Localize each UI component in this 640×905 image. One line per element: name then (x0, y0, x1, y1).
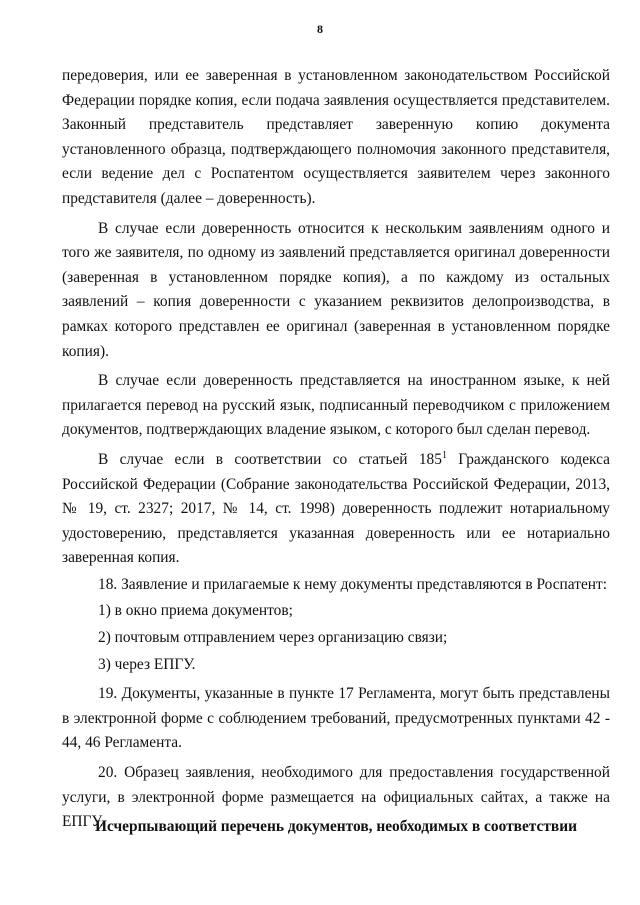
list-item-2: 2) почтовым отправлением через организацию связи; (98, 629, 448, 647)
paragraph-18: 18. Заявление и прилагаемые к нему документы представляются в Роспатент: (98, 575, 608, 593)
list-item-3: 3) через ЕПГУ. (98, 655, 196, 673)
notarial-text-after: Гражданского кодекса Российской Федерации (Собрание законодательства Российской Федерации, 2013, № 19, ст. 2327; 2017, № 14, ст. 1998) доверенность подлежит нотариальному удостоверению, представляется указанная доверенность или ее нотариально заверенная копия. (62, 450, 610, 567)
paragraph-20: 20. Образец заявления, необходимого для предоставления государственной услуги, в электронной форме размещается на официальных сайтах, а также на ЕПГУ. (62, 764, 610, 831)
page-number: 8 (317, 22, 323, 36)
paragraph-notarial (62, 448, 610, 571)
document-body (62, 64, 610, 837)
notarial-text-before: В случае если в соответствии со статьей 185 (98, 450, 442, 468)
paragraph-foreign-language: В случае если доверенность представляется на иностранном языке, к ней прилагается перевод на русский язык, подписанный переводчиком с приложением документов, подтверждающих владение языком, с которого был сделан перевод. (62, 372, 610, 439)
section-heading: Исчерпывающий перечень документов, необходимых в соответствии (95, 818, 577, 835)
paragraph-continuation: передоверия, или ее заверенная в установленном законодательством Российской Федерации порядке копия, если подача заявления осуществляется представителем. Законный представитель представляет заверенную копию документа установленного образца, подтверждающего полномочия законного представителя, если ведение дел с Роспатентом осуществляется заявителем через законного представителя (далее – доверенность). (62, 67, 610, 207)
paragraph-multiple-applications: В случае если доверенность относится к нескольким заявлениям одного и того же заявителя, по одному из заявлений представляется оригинал доверенности (заверенная в установленном порядке копия), а по каждому из остальных заявлений – копия доверенности с указанием реквизитов делопроизводства, в рамках которого представлен ее оригинал (заверенная в установленном порядке копия). (62, 219, 610, 360)
paragraph-19: 19. Документы, указанные в пункте 17 Регламента, могут быть представлены в электронной форме с соблюдением требований, предусмотренных пунктами 42 - 44, 46 Регламента. (62, 685, 610, 752)
article-superscript: 1 (441, 449, 447, 461)
list-item-1: 1) в окно приема документов; (98, 602, 293, 620)
